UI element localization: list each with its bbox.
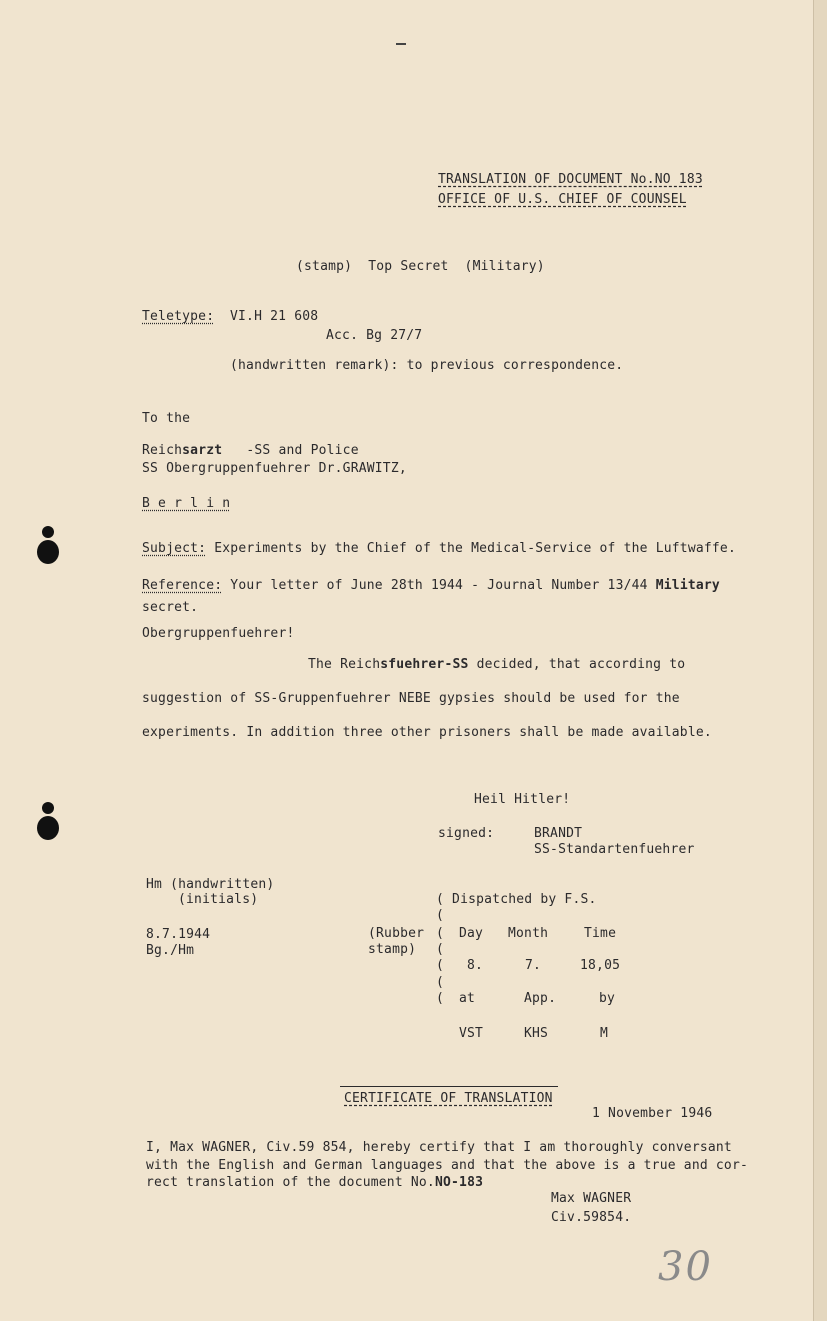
initials-ref: Bg./Hm <box>146 943 195 958</box>
stamp-paren-6: ( <box>436 991 445 1006</box>
reference-line2: secret. <box>142 600 199 615</box>
body-line1 <box>308 657 685 672</box>
punch-hole-top-1 <box>42 526 54 538</box>
stamp-col-at: at <box>459 991 476 1006</box>
teletype-reference: Acc. Bg 27/7 <box>326 328 423 343</box>
stamp-val-at: VST <box>459 1026 484 1041</box>
handwritten-remark: (handwritten remark): to previous correspondence. <box>230 358 624 373</box>
certificate-line3 <box>146 1175 483 1190</box>
stamp-val-month: 7. <box>525 958 542 973</box>
body-line1-bold: sfuehrer-SS <box>380 657 469 672</box>
reference-text: Your letter of June 28th 1944 - Journal Number 13/44 <box>222 578 656 593</box>
punch-hole-top-2 <box>42 802 54 814</box>
stamp-paren-4: ( <box>436 958 445 973</box>
closing-greeting: Heil Hitler! <box>474 792 571 807</box>
address-city: B e r l i n <box>142 496 231 511</box>
signer-name: BRANDT <box>534 826 583 841</box>
header-translation-line: TRANSLATION OF DOCUMENT No.NO 183 <box>438 172 703 187</box>
address-reich: Reich <box>142 443 183 458</box>
address-line1 <box>142 443 359 458</box>
address-reich-bold: sarzt <box>182 443 223 458</box>
stamp-col-app: App. <box>524 991 557 1006</box>
certificate-line2: with the English and German languages and that the above is a true and cor- <box>146 1158 748 1173</box>
teletype-label: Teletype: <box>142 309 215 324</box>
initials-date: 8.7.1944 <box>146 927 211 942</box>
paper-edge <box>813 0 827 1321</box>
address-line2: SS Obergruppenfuehrer Dr.GRAWITZ, <box>142 461 407 476</box>
body-line2: suggestion of SS-Gruppenfuehrer NEBE gypsies should be used for the <box>142 691 680 706</box>
body-line1-pre: The Reich <box>308 657 381 672</box>
certificate-doc-number: NO-183 <box>434 1175 484 1190</box>
subject-text: Experiments by the Chief of the Medical-Service of the Luftwaffe. <box>206 541 736 556</box>
reference-label: Reference: <box>142 578 223 593</box>
header-office-line: OFFICE OF U.S. CHIEF OF COUNSEL <box>438 192 687 207</box>
certificate-line1: I, Max WAGNER, Civ.59 854, hereby certify that I am thoroughly conversant <box>146 1140 732 1155</box>
ink-mark <box>396 43 406 45</box>
certificate-signer-id: Civ.59854. <box>551 1210 632 1225</box>
stamp-col-month: Month <box>508 926 549 941</box>
stamp-label2: stamp) <box>368 942 417 957</box>
body-line3: experiments. In addition three other prisoners shall be made available. <box>142 725 712 740</box>
certificate-signer-name: Max WAGNER <box>551 1191 632 1206</box>
salutation: Obergruppenfuehrer! <box>142 626 295 641</box>
punch-hole-2 <box>37 816 59 840</box>
signed-label: signed: <box>438 826 495 841</box>
stamp-label1: (Rubber <box>368 926 425 941</box>
stamp-col-day: Day <box>459 926 484 941</box>
certificate-date: 1 November 1946 <box>592 1106 713 1121</box>
stamp-val-app: KHS <box>524 1026 549 1041</box>
subject-line <box>142 541 736 556</box>
certificate-title: CERTIFICATE OF TRANSLATION <box>344 1091 553 1106</box>
stamp-val-day: 8. <box>467 958 484 973</box>
stamp-paren-1: ( <box>436 908 445 923</box>
certificate-line3-text: rect translation of the document No. <box>146 1175 435 1190</box>
stamp-col-by: by <box>599 991 616 1006</box>
page-number: 30 <box>658 1244 713 1290</box>
initials-line1: Hm (handwritten) <box>146 877 275 892</box>
initials-line2: (initials) <box>178 892 259 907</box>
reference-bold: Military <box>655 578 720 593</box>
teletype-number: VI.H 21 608 <box>230 309 319 324</box>
stamp-dispatched: ( Dispatched by F.S. <box>436 892 597 907</box>
address-to: To the <box>142 411 191 426</box>
stamp-paren-2: ( <box>436 926 445 941</box>
punch-hole-1 <box>37 540 59 564</box>
subject-label: Subject: <box>142 541 207 556</box>
address-reich-rest: -SS and Police <box>222 443 359 458</box>
signer-rank: SS-Standartenfuehrer <box>534 842 695 857</box>
stamp-paren-5: ( <box>436 975 445 990</box>
stamp-col-time: Time <box>584 926 617 941</box>
stamp-paren-3: ( <box>436 942 445 957</box>
body-line1-post: decided, that according to <box>468 657 686 672</box>
reference-line <box>142 578 720 593</box>
stamp-val-time: 18,05 <box>580 958 621 973</box>
classification-stamp: (stamp) Top Secret (Military) <box>296 259 545 274</box>
stamp-val-by: M <box>600 1026 609 1041</box>
